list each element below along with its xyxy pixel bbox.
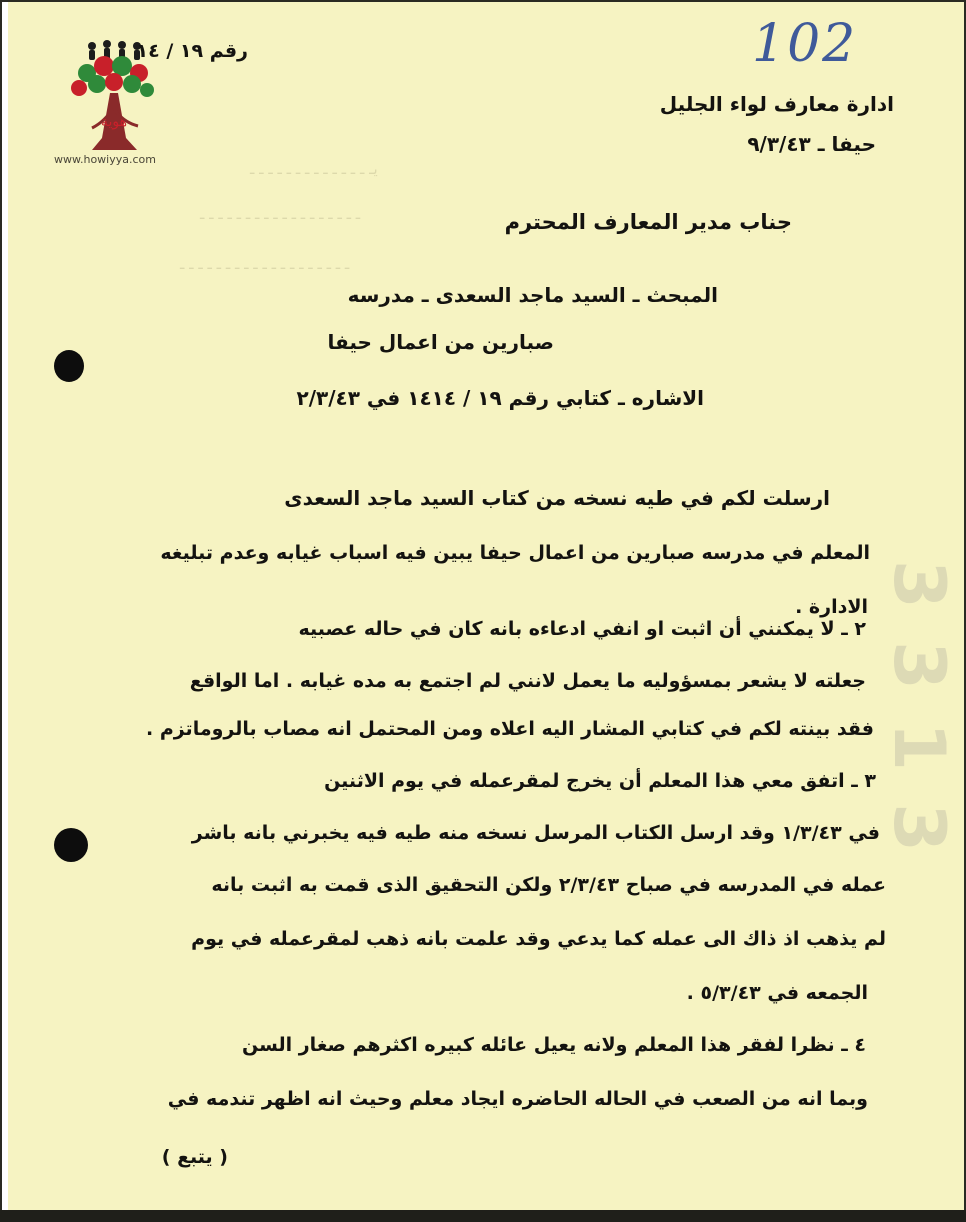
place-date: حيفا ـ ٩/٣/٤٣ — [747, 132, 876, 156]
tree-canopy — [71, 56, 154, 97]
bleed-through-text: ـ ـ ـ ـ ـ ـ ـ ـ ـ ـ ـ ـ ـ ـ ـ ـ ـ ـ ـ — [180, 255, 350, 273]
reference-number: رقم ١٩ / ١٤ — [136, 40, 248, 62]
svg-text:هوية: هوية — [100, 114, 128, 130]
continuation-note: ( يتبع ) — [161, 1146, 228, 1168]
para1-line1: ارسلت لكم في طيه نسخه من كتاب السيد ماجد السعدى — [284, 486, 830, 510]
punch-hole — [54, 350, 84, 382]
people-figures — [88, 40, 141, 60]
para1-line3: الادارة . — [795, 596, 868, 618]
para3-line1: ٣ ـ اتفق معي هذا المعلم أن يخرج لمقرعمله في يوم الاثنين — [324, 770, 876, 792]
para2-line1: ٢ ـ لا يمكنني أن اثبت او انفي ادعاءه بانه كان في حاله عصبيه — [298, 618, 866, 640]
para4-line1: ٤ ـ نظرا لفقر هذا المعلم ولانه يعيل عائله كبيره اكثرهم صغار السن — [242, 1034, 866, 1056]
para2-line2: جعلته لا يشعر بمسؤوليه ما يعمل لانني لم اجتمع به مده غيابه . اما الواقع — [189, 670, 866, 692]
para1-line2: المعلم في مدرسه صبارين من اعمال حيفا يبين فيه اسباب غيابه وعدم تبليغه — [160, 542, 870, 564]
bleed-through-stamp: 3 1 3 3 — [878, 560, 960, 856]
office-name: ادارة معارف لواء الجليل — [659, 92, 894, 116]
handwritten-page-number: 102 — [752, 14, 858, 74]
bleed-through-text: يـ ـ ـ ـ ـ ـ ـ ـ ـ ـ ـ ـ ـ ـ — [250, 160, 378, 178]
watermark-url: www.howiyya.com — [54, 153, 156, 166]
subject-line-1: المبحث ـ السيد ماجد السعدى ـ مدرسه — [347, 283, 718, 307]
subject-line-2: صبارين من اعمال حيفا — [327, 330, 554, 354]
para4-line2: وبما انه من الصعب في الحاله الحاضره ايجاد معلم وحيث انه اظهر تندمه في — [167, 1088, 868, 1110]
para2-line3: فقد بينته لكم في كتابي المشار اليه اعلاه ومن المحتمل انه مصاب بالروماتزم . — [145, 718, 874, 740]
reference-line: الاشاره ـ كتابي رقم ١٩ / ١٤١٤ في ٢/٣/٤٣ — [296, 386, 704, 410]
para3-line4: لم يذهب اذ ذاك الى عمله كما يدعي وقد علمت بانه ذهب لمقرعمله في يوم — [191, 928, 886, 950]
bleed-through-text: ـ ـ ـ ـ ـ ـ ـ ـ ـ ـ ـ ـ ـ ـ ـ ـ ـ ـ — [200, 205, 361, 223]
para3-line5: الجمعه في ٥/٣/٤٣ . — [686, 982, 868, 1004]
para3-line2: في ١/٣/٤٣ وقد ارسل الكتاب المرسل نسخه منه طيه فيه يخبرني بانه باشر — [191, 822, 880, 844]
addressee: جناب مدير المعارف المحترم — [504, 210, 792, 234]
para3-line3: عمله في المدرسه في صباح ٢/٣/٤٣ ولكن التحقيق الذى قمت به اثبت بانه — [211, 874, 886, 896]
punch-hole — [54, 828, 88, 862]
